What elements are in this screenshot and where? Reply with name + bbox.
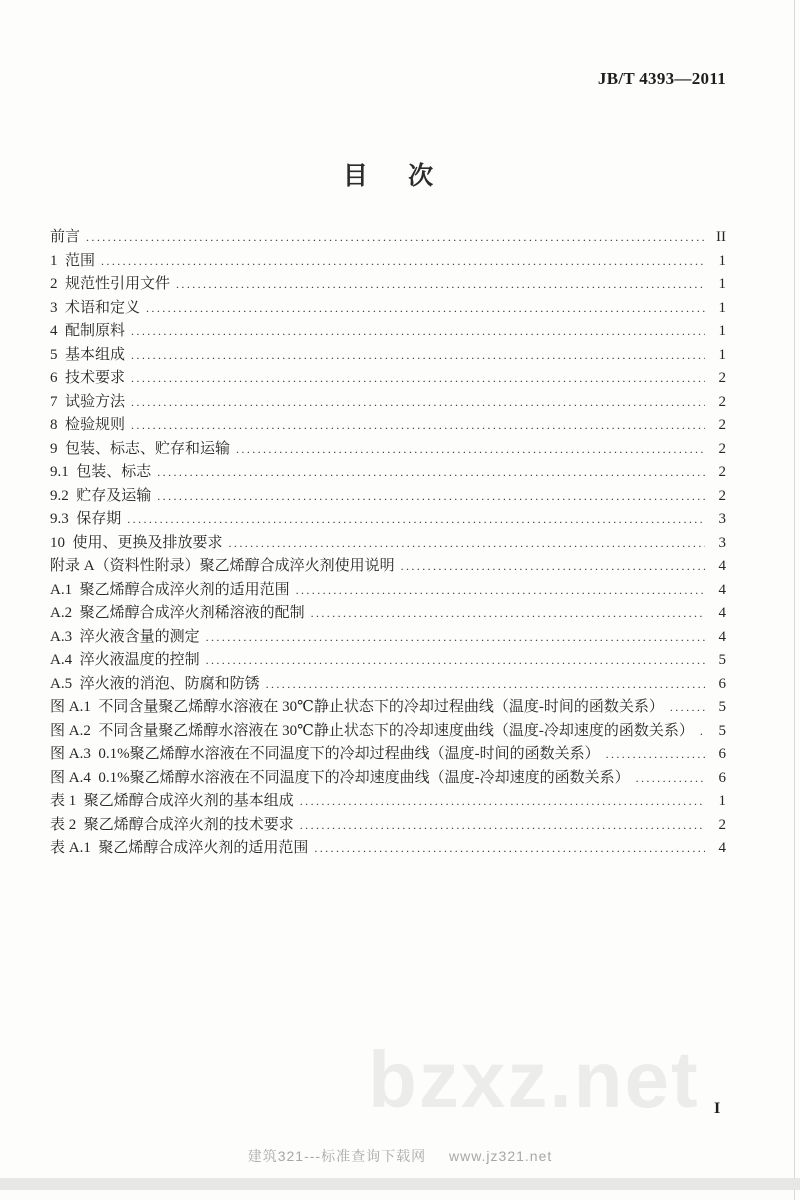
toc-entry: [50, 672, 726, 696]
toc-entry-text: 4 配制原料: [50, 323, 126, 339]
toc-entry-text: 9.1 包装、标志: [50, 464, 152, 480]
scan-edge-artifact: [794, 0, 795, 1200]
toc-entry-page: 2: [718, 393, 726, 410]
toc-leader-dots: [146, 301, 705, 316]
toc-entry-page: 5: [718, 699, 726, 715]
toc-leader-dots: [311, 606, 705, 621]
toc-entry-page: 2: [718, 440, 726, 457]
toc-leader-dots: [300, 794, 705, 809]
toc-leader-dots: [670, 700, 705, 715]
toc-leader-dots: [700, 724, 705, 739]
toc-entry-page: 2: [718, 464, 726, 480]
toc-entry: [50, 578, 726, 602]
toc-entry-page: 4: [718, 628, 726, 645]
toc-leader-dots: [86, 230, 705, 245]
toc-entry-page: 1: [718, 276, 726, 292]
toc-leader-dots: [229, 536, 705, 551]
toc-entry: [50, 789, 726, 813]
toc-leader-dots: [157, 465, 705, 480]
toc-entry-text: 9.3 保存期: [50, 511, 122, 527]
toc-entry-text: 表 2 聚乙烯醇合成淬火剂的技术要求: [50, 816, 294, 833]
toc-entry-page: 2: [718, 417, 726, 433]
toc-entry-text: A.1 聚乙烯醇合成淬火剂的适用范围: [50, 581, 290, 598]
toc-entry: [50, 366, 726, 390]
toc-entry: [50, 719, 726, 743]
toc-entry-page: 4: [718, 605, 726, 621]
toc-entry-text: 前言: [50, 229, 81, 245]
toc-entry-text: 表 1 聚乙烯醇合成淬火剂的基本组成: [50, 793, 294, 809]
watermark: bzxz.net: [368, 1035, 700, 1124]
toc-entry-text: 8 检验规则: [50, 417, 126, 433]
toc-entry: [50, 766, 726, 790]
toc-leader-dots: [206, 653, 705, 668]
toc-entry: [50, 648, 726, 672]
toc-entry-text: 表 A.1 聚乙烯醇合成淬火剂的适用范围: [50, 840, 309, 856]
toc-leader-dots: [127, 512, 705, 527]
toc-entry-page: 1: [718, 323, 726, 339]
toc-entry-page: 1: [718, 299, 726, 316]
toc-leader-dots: [131, 395, 705, 410]
toc-entry-text: 7 试验方法: [50, 393, 126, 410]
toc-entry: [50, 554, 726, 578]
toc-leader-dots: [636, 771, 705, 786]
page-number: I: [714, 1100, 721, 1117]
toc-entry-page: 5: [718, 652, 726, 668]
toc-entry-text: 6 技术要求: [50, 370, 126, 386]
toc-entry: [50, 319, 726, 343]
toc-leader-dots: [131, 324, 705, 339]
toc-leader-dots: [401, 559, 705, 574]
toc-entry: [50, 225, 726, 249]
toc-entry-page: 6: [718, 769, 726, 786]
toc-entry: [50, 484, 726, 508]
toc-entry-text: 3 术语和定义: [50, 299, 141, 316]
toc-entry-text: 图 A.4 0.1%聚乙烯醇水溶液在不同温度下的冷却速度曲线（温度-冷却速度的函数关系）: [50, 769, 630, 786]
toc-leader-dots: [236, 442, 705, 457]
toc-entry-page: 1: [718, 793, 726, 809]
footer-site-name: 建筑321---标准查询下载网: [247, 1148, 427, 1164]
toc-entry-text: A.5 淬火液的消泡、防腐和防锈: [50, 675, 260, 692]
toc-entry-page: 6: [718, 675, 726, 692]
toc-entry-text: 图 A.2 不同含量聚乙烯醇水溶液在 30℃静止状态下的冷却速度曲线（温度-冷却速度的函数关系）: [50, 722, 694, 739]
toc-entry: [50, 249, 726, 273]
toc-entry-text: 9 包装、标志、贮存和运输: [50, 440, 231, 457]
toc-leader-dots: [101, 254, 705, 269]
toc-entry: [50, 272, 726, 296]
toc-leader-dots: [131, 371, 705, 386]
toc-entry: [50, 437, 726, 461]
toc-entry-text: 10 使用、更换及排放要求: [50, 534, 223, 551]
toc-entry: [50, 507, 726, 531]
toc-entry-page: II: [716, 229, 726, 245]
toc-entry: [50, 742, 726, 766]
toc-entry: [50, 813, 726, 837]
toc-leader-dots: [131, 418, 705, 433]
toc-entry-page: 5: [718, 722, 726, 739]
toc-leader-dots: [131, 348, 705, 363]
toc-entry: [50, 836, 726, 860]
toc-entry-text: 5 基本组成: [50, 346, 126, 363]
toc-leader-dots: [176, 277, 705, 292]
standard-number: JB/T 4393—2011: [597, 69, 726, 88]
toc-entry-text: 9.2 贮存及运输: [50, 487, 152, 504]
toc-entry-page: 4: [718, 558, 726, 574]
toc-entry: [50, 296, 726, 320]
toc-entry-page: 4: [718, 581, 726, 598]
toc-entry: [50, 460, 726, 484]
toc-entry: [50, 625, 726, 649]
toc-entry-page: 2: [718, 370, 726, 386]
toc-entry-page: 2: [718, 487, 726, 504]
toc-entry-page: 6: [718, 746, 726, 762]
toc-entry-text: A.2 聚乙烯醇合成淬火剂稀溶液的配制: [50, 605, 305, 621]
page-title: 目 次: [342, 163, 434, 190]
toc-entry-page: 3: [718, 511, 726, 527]
toc-entry-text: A.3 淬火液含量的测定: [50, 628, 200, 645]
toc-entry-page: 4: [718, 840, 726, 856]
toc-leader-dots: [606, 747, 705, 762]
footer-site-url: www.jz321.net: [448, 1148, 553, 1164]
toc-entry-page: 3: [718, 534, 726, 551]
toc-entry: [50, 695, 726, 719]
footer: [0, 1146, 800, 1166]
table-of-contents: [50, 225, 726, 860]
toc-entry: [50, 531, 726, 555]
toc-entry-page: 1: [718, 346, 726, 363]
toc-leader-dots: [266, 677, 705, 692]
toc-entry: [50, 601, 726, 625]
toc-entry-page: 1: [718, 252, 726, 269]
toc-entry-text: 附录 A（资料性附录）聚乙烯醇合成淬火剂使用说明: [50, 558, 395, 574]
toc-entry-text: 图 A.1 不同含量聚乙烯醇水溶液在 30℃静止状态下的冷却过程曲线（温度-时间的函数关系）: [50, 699, 664, 715]
toc-entry-text: 1 范围: [50, 252, 96, 269]
toc-entry-text: 图 A.3 0.1%聚乙烯醇水溶液在不同温度下的冷却过程曲线（温度-时间的函数关系）: [50, 746, 600, 762]
toc-entry: [50, 343, 726, 367]
toc-entry-text: 2 规范性引用文件: [50, 276, 171, 292]
toc-leader-dots: [157, 489, 705, 504]
toc-entry-page: 2: [718, 816, 726, 833]
toc-leader-dots: [314, 841, 705, 856]
scan-band-artifact: [0, 1178, 800, 1190]
toc-leader-dots: [296, 583, 705, 598]
toc-entry: [50, 413, 726, 437]
toc-entry: [50, 390, 726, 414]
toc-leader-dots: [206, 630, 705, 645]
toc-entry-text: A.4 淬火液温度的控制: [50, 652, 200, 668]
toc-leader-dots: [300, 818, 705, 833]
